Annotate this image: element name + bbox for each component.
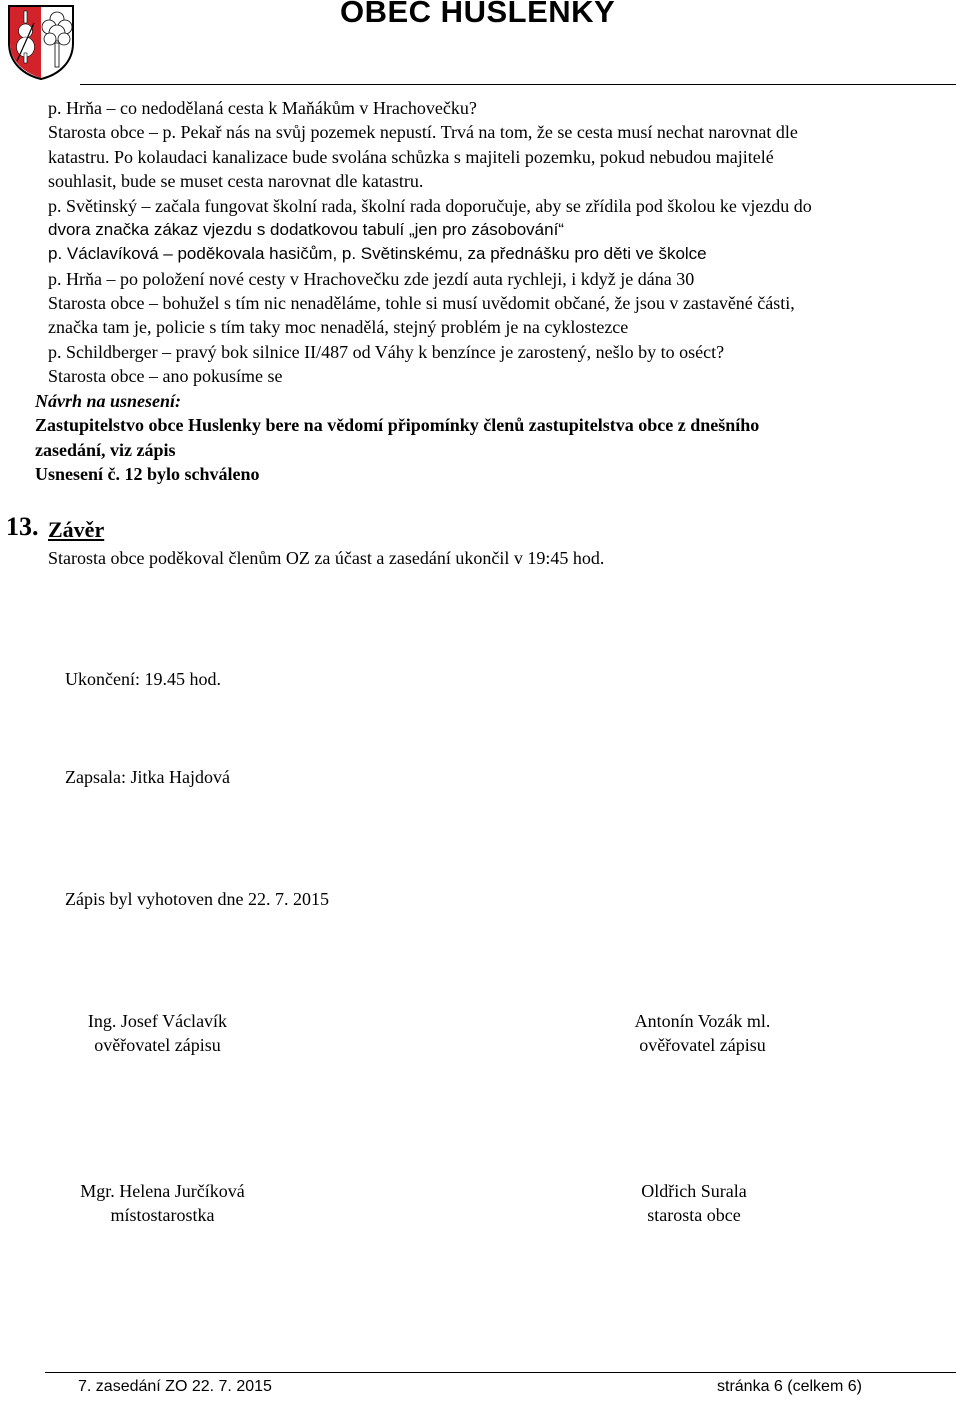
body-line: p. Václavíková – poděkovala hasičům, p. Světinskému, za přednášku pro děti ve školce — [48, 244, 707, 263]
signatory-name: Oldřich Surala — [641, 1181, 747, 1201]
section-number: 13. — [6, 512, 39, 541]
municipality-title: OBEC HUSLENKY — [340, 0, 616, 29]
signature-block — [50, 1179, 275, 1227]
footer-divider — [45, 1372, 956, 1373]
signatory-role: starosta obce — [647, 1205, 741, 1225]
signatory-role: ověřovatel zápisu — [94, 1035, 221, 1055]
signatory-name: Ing. Josef Václavík — [87, 1011, 228, 1031]
body-line: p. Světinský – začala fungovat školní rada, školní rada doporučuje, aby se zřídila pod školou ke vjezdu do — [48, 196, 812, 216]
coat-of-arms-icon — [6, 3, 76, 81]
signature-block — [600, 1179, 788, 1227]
signatory-role: ověřovatel zápisu — [639, 1035, 766, 1055]
proposal-label: Návrh na usnesení: — [35, 391, 182, 411]
body-line: Starosta obce – p. Pekař nás na svůj pozemek nepustí. Trvá na tom, že se cesta musí nechat narovnat dle — [48, 122, 798, 142]
body-line: značka tam je, policie s tím taky moc nenadělá, stejný problém je na cyklostezce — [48, 317, 629, 337]
footer-meeting: 7. zasedání ZO 22. 7. 2015 — [78, 1378, 272, 1395]
body-line: katastru. Po kolaudaci kanalizace bude svolána schůzka s majiteli pozemku, pokud nebudou majitelé — [48, 147, 774, 167]
body-line: dvora značka zákaz vjezdu s dodatkovou tabulí „jen pro zásobování“ — [48, 220, 564, 239]
body-line: p. Hrňa – co nedodělaná cesta k Maňákům v Hrachovečku? — [48, 98, 477, 118]
signature-block — [55, 1009, 260, 1057]
body-line: Starosta obce – bohužel s tím nic nenaděláme, tohle si musí uvědomit občané, že jsou v zastavěné části, — [48, 293, 795, 313]
signature-block — [600, 1009, 805, 1057]
recorded-by: Zapsala: Jitka Hajdová — [65, 767, 230, 787]
body-line: p. Hrňa – po položení nové cesty v Hrachovečku zde jezdí auta rychleji, i když je dána 30 — [48, 269, 695, 289]
body-line: p. Schildberger – pravý bok silnice II/487 od Váhy k benzínce je zarostený, nešlo by to oséct? — [48, 342, 725, 362]
footer-page-number: stránka 6 (celkem 6) — [717, 1378, 862, 1395]
resolution-result: Usnesení č. 12 bylo schváleno — [35, 464, 260, 484]
signatory-name: Mgr. Helena Jurčíková — [80, 1181, 245, 1201]
signatory-role: místostarostka — [110, 1205, 215, 1225]
section-text: Starosta obce poděkoval členům OZ za účast a zasedání ukončil v 19:45 hod. — [48, 548, 605, 568]
prepared-date: Zápis byl vyhotoven dne 22. 7. 2015 — [65, 889, 329, 909]
end-time: Ukončení: 19.45 hod. — [65, 669, 221, 689]
resolution-text: Zastupitelstvo obce Huslenky bere na vědomí připomínky členů zastupitelstva obce z dnešního — [35, 415, 760, 435]
section-title: Závěr — [48, 517, 105, 542]
body-line: Starosta obce – ano pokusíme se — [48, 366, 283, 386]
body-line: souhlasit, bude se muset cesta narovnat dle katastru. — [48, 171, 424, 191]
header-divider — [80, 84, 956, 85]
resolution-text: zasedání, viz zápis — [35, 440, 176, 460]
signatory-name: Antonín Vozák ml. — [634, 1011, 771, 1031]
